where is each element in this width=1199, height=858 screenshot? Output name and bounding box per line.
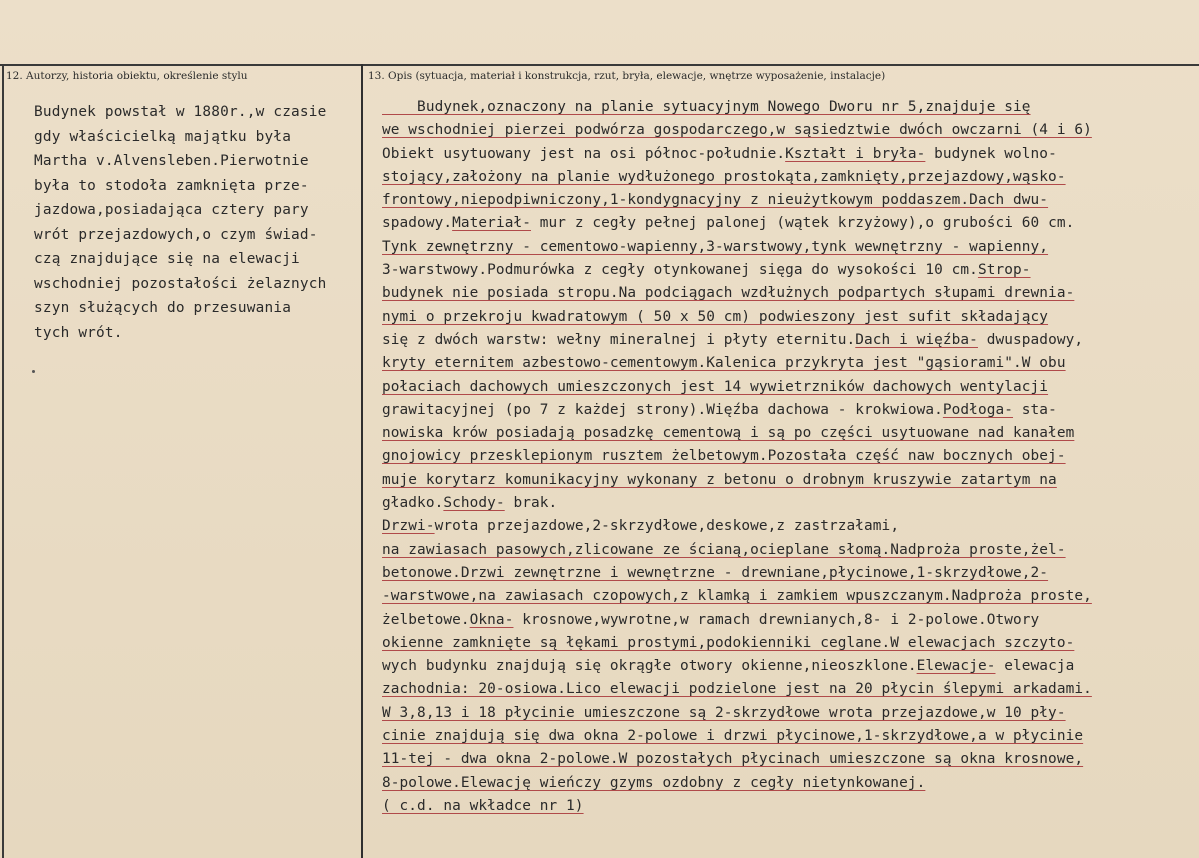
subheading: zachodnia: 20-osiowa.Lico elewacji podzielone jest na 20 płycin ślepymi arkadami. bbox=[382, 681, 1092, 698]
section-12-header: 12. Autorzy, historia obiektu, określenie stylu bbox=[6, 70, 248, 82]
line-text: budynek wolno- bbox=[925, 145, 1057, 162]
line-text: mur z cegły pełnej palonej (wątek krzyżowy),o grubości 60 cm. bbox=[531, 215, 1075, 232]
subheading: we wschodniej pierzei podwórza gospodarczego,w sąsiedztwie dwóch owczarni (4 i 6) bbox=[382, 122, 1092, 139]
line-text: brak. bbox=[504, 495, 558, 512]
subheading: W 3,8,13 i 18 płycinie umieszczone są 2-skrzydłowe wrota przejazdowe,w 10 pły- bbox=[382, 704, 1066, 721]
section-13-line bbox=[382, 748, 1197, 771]
line-text: wrota przejazdowe,2-skrzydłowe,deskowe,z zastrzałami, bbox=[434, 518, 900, 535]
section-13-line bbox=[382, 678, 1197, 701]
line-text: sta- bbox=[1013, 401, 1057, 418]
section-12-line: Martha v.Alvensleben.Pierwotnie bbox=[34, 153, 309, 169]
section-12-line: wrót przejazdowych,o czym świad- bbox=[34, 226, 318, 243]
section-13-header: 13. Opis (sytuacja, materiał i konstrukcja, rzut, bryła, elewacje, wnętrze wyposażenie, instalacje) bbox=[368, 70, 886, 82]
subheading: nymi o przekroju kwadratowym ( 50 x 50 cm) podwieszony jest sufit składający bbox=[382, 308, 1049, 325]
subheading: Strop- bbox=[977, 262, 1031, 279]
section-13-line bbox=[382, 166, 1197, 189]
section-13-line bbox=[382, 236, 1197, 259]
section-13-line bbox=[382, 306, 1197, 329]
subheading: muje korytarz komunikacyjny wykonany z betonu o drobnym kruszywie zatartym na bbox=[382, 471, 1057, 488]
section-13-line bbox=[382, 189, 1197, 212]
section-13-line bbox=[382, 492, 1197, 515]
section-13-line bbox=[382, 329, 1197, 352]
top-rule bbox=[0, 64, 1199, 66]
section-12-text bbox=[34, 100, 361, 345]
line-text: dwuspadowy, bbox=[977, 331, 1084, 348]
subheading: cinie znajdują się dwa okna 2-polowe i drzwi płycinowe,1-skrzydłowe,a w płycinie bbox=[382, 728, 1084, 745]
section-13-line bbox=[382, 702, 1197, 725]
line-text: elewacja bbox=[995, 658, 1075, 675]
subheading: stojący,założony na planie wydłużonego prostokąta,zamknięty,przejazdowy,wąsko- bbox=[382, 168, 1066, 185]
subheading: -warstwowe,na zawiasach czopowych,z klamką i zamkiem wpuszczanym.Nadproża proste, bbox=[382, 588, 1092, 605]
ink-dot bbox=[32, 370, 35, 373]
subheading: frontowy,niepodpiwniczony,1-kondygnacyjny z nieużytkowym poddaszem.Dach dwu- bbox=[382, 192, 1049, 209]
subheading: gnojowicy przesklepionym rusztem żelbetowym.Pozostała część naw bocznych obej- bbox=[382, 448, 1066, 465]
subheading: Schody- bbox=[443, 495, 505, 512]
section-13-line bbox=[382, 515, 1197, 538]
line-text: spadowy. bbox=[382, 215, 453, 232]
subheading: kryty eternitem azbestowo-cementowym.Kalenica przykryta jest "gąsiorami".W obu bbox=[382, 355, 1066, 372]
line-text: wych budynku znajdują się okrągłe otwory okienne,nieoszklone. bbox=[382, 658, 917, 675]
section-13-line bbox=[382, 469, 1197, 492]
line-text: krosnowe,wywrotne,w ramach drewnianych,8- i 2-polowe.Otwory bbox=[513, 611, 1040, 628]
section-13-line bbox=[382, 96, 1197, 119]
subheading: na zawiasach pasowych,zlicowane ze ścianą,ocieplane słomą.Nadproża proste,żel- bbox=[382, 541, 1066, 558]
subheading: betonowe.Drzwi zewnętrzne i wewnętrzne - drewniane,płycinowe,1-skrzydłowe,2- bbox=[382, 564, 1049, 581]
section-12-line: gdy właścicielką majątku była bbox=[34, 128, 292, 145]
line-text: grawitacyjnej (po 7 z każdej strony).Więźba dachowa - krokwiowa. bbox=[382, 401, 943, 418]
section-12-line: czą znajdujące się na elewacji bbox=[34, 251, 300, 267]
section-13-line bbox=[382, 352, 1197, 375]
section-13-line bbox=[382, 119, 1197, 142]
subheading: nowiska krów posiadają posadzkę cementową i są po części usytuowane nad kanałem bbox=[382, 425, 1075, 442]
section-13-line bbox=[382, 585, 1197, 608]
subheading: Tynk zewnętrzny - cementowo-wapienny,3-warstwowy,tynk wewnętrzny - wapienny, bbox=[382, 238, 1049, 255]
line-text: żelbetowe. bbox=[382, 611, 470, 628]
section-13-line bbox=[382, 772, 1197, 795]
line-text: się z dwóch warstw: wełny mineralnej i płyty eternitu. bbox=[382, 331, 856, 348]
subheading: 11-tej - dwa okna 2-polowe.W pozostałych płycinach umieszczone są okna krosnowe, bbox=[382, 751, 1084, 768]
subheading: Materiał- bbox=[452, 215, 531, 232]
subheading: ( c.d. na wkładce nr 1) bbox=[382, 797, 584, 814]
section-12-line: jazdowa,posiadająca cztery pary bbox=[34, 202, 309, 218]
line-text: gładko. bbox=[382, 495, 444, 512]
subheading: 8-polowe.Elewację wieńczy gzyms ozdobny z cegły nietynkowanej. bbox=[382, 774, 926, 791]
subheading: Elewacje- bbox=[916, 658, 996, 675]
section-12-line: tych wrót. bbox=[34, 324, 123, 341]
section-13-line bbox=[382, 282, 1197, 305]
section-12-line: wschodniej pozostałości żelaznych bbox=[34, 275, 327, 292]
subheading: Kształt i bryła- bbox=[785, 145, 926, 162]
section-13-line bbox=[382, 212, 1197, 235]
section-13-line bbox=[382, 143, 1197, 166]
section-13-text bbox=[382, 96, 1197, 818]
section-13-line bbox=[382, 376, 1197, 399]
section-13-line bbox=[382, 539, 1197, 562]
subheading: Budynek,oznaczony na planie sytuacyjnym Nowego Dworu nr 5,znajduje się bbox=[382, 99, 1031, 115]
section-13-line bbox=[382, 609, 1197, 632]
line-text: 3-warstwowy.Podmurówka z cegły otynkowanej sięga do wysokości 10 cm. bbox=[382, 262, 978, 279]
section-13-line bbox=[382, 725, 1197, 748]
column-divider bbox=[361, 64, 363, 858]
section-13-line bbox=[382, 259, 1197, 282]
subheading: budynek nie posiada stropu.Na podciągach wzdłużnych podpartych słupami drewnia- bbox=[382, 285, 1075, 302]
subheading: Okna- bbox=[469, 611, 514, 628]
section-13-line bbox=[382, 795, 1197, 818]
section-12-line: była to stodoła zamknięta prze- bbox=[34, 177, 309, 194]
subheading: Dach i więźba- bbox=[855, 331, 978, 348]
subheading: okienne zamknięte są łękami prostymi,podokienniki ceglane.W elewacjach szczyto- bbox=[382, 634, 1075, 651]
section-12-line: Budynek powstał w 1880r.,w czasie bbox=[34, 104, 327, 120]
section-13-line bbox=[382, 422, 1197, 445]
subheading: połaciach dachowych umieszczonych jest 14 wywietrzników dachowych wentylacji bbox=[382, 378, 1049, 395]
section-13-line bbox=[382, 445, 1197, 468]
section-13-line bbox=[382, 399, 1197, 422]
subheading: Podłoga- bbox=[942, 401, 1014, 418]
line-text: Obiekt usytuowany jest na osi północ-południe. bbox=[382, 145, 786, 162]
section-12-line: szyn służących do przesuwania bbox=[34, 300, 292, 316]
section-13-line bbox=[382, 632, 1197, 655]
left-edge-rule bbox=[2, 64, 4, 858]
section-13-line bbox=[382, 655, 1197, 678]
subheading: Drzwi- bbox=[382, 518, 435, 535]
section-13-line bbox=[382, 562, 1197, 585]
